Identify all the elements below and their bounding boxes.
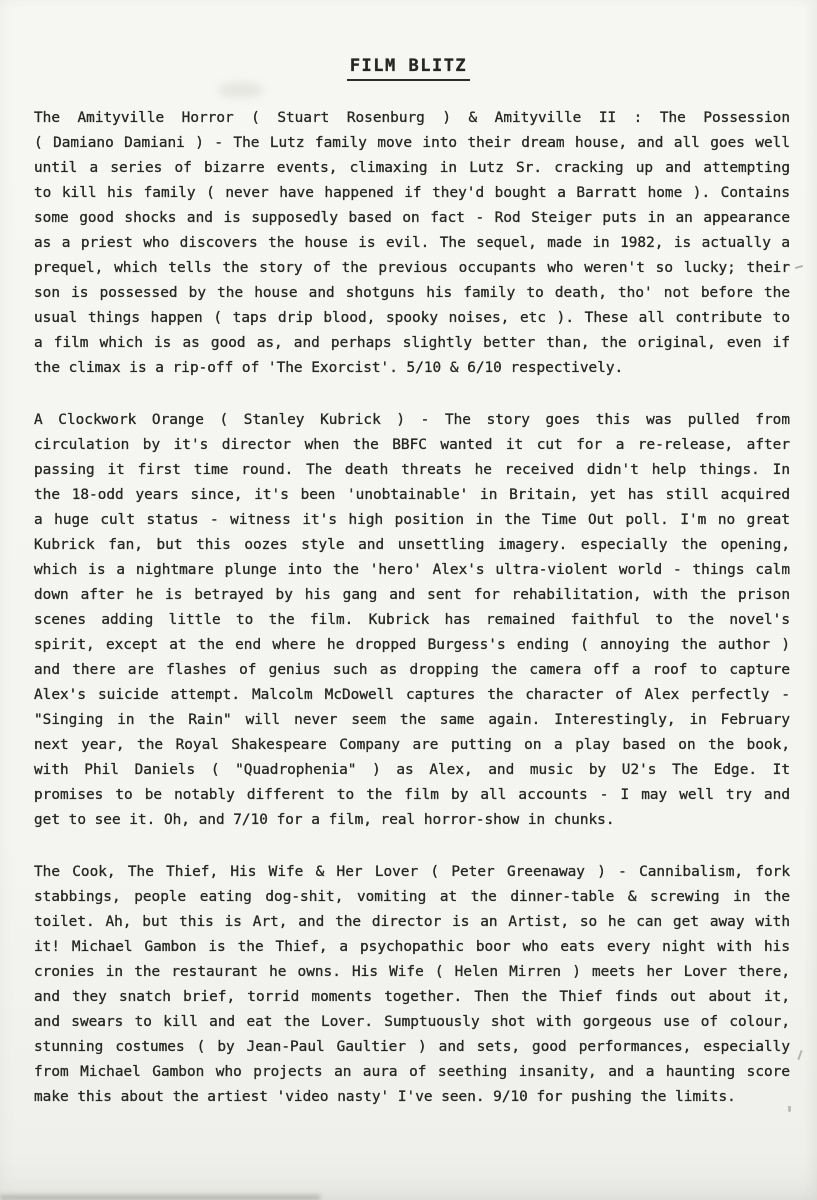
text-line: promises to be notably different to the film by all accounts - I may well try and: [34, 787, 790, 803]
text-line: which is a nightmare plunge into the 'hero' Alex's ultra-violent world - things calm: [34, 562, 790, 578]
text-line: it! Michael Gambon is the Thief, a psychopathic boor who eats every night with his: [34, 939, 790, 955]
review-amityville: [34, 106, 790, 381]
page-title: [0, 56, 817, 81]
text-line: son is possessed by the house and shotguns his family to death, tho' not before the: [34, 285, 790, 301]
text-line: "Singing in the Rain" will never seem the same again. Interestingly, in February: [34, 712, 790, 728]
text-line: make this about the artiest 'video nasty' I've seen. 9/10 for pushing the limits.: [34, 1089, 736, 1105]
scan-artifact: [797, 1050, 802, 1060]
text-line: the 18-odd years since, it's been 'unobtainable' in Britain, yet has still acquired: [34, 487, 790, 503]
review-paragraphs: [34, 106, 790, 1137]
text-line: usual things happen ( taps drip blood, spooky noises, etc ). These all contribute to: [34, 310, 790, 326]
text-line: ( Damiano Damiani ) - The Lutz family move into their dream house, and all goes well: [34, 135, 790, 151]
text-line: stunning costumes ( by Jean-Paul Gaultier ) and sets, good performances, especially: [34, 1039, 790, 1055]
text-line: and there are flashes of genius such as dropping the camera off a roof to capture: [34, 662, 790, 678]
text-line: A Clockwork Orange ( Stanley Kubrick ) - The story goes this was pulled from: [34, 412, 790, 428]
text-line: next year, the Royal Shakespeare Company are putting on a play based on the book,: [34, 737, 790, 753]
text-line: Alex's suicide attempt. Malcolm McDowell captures the character of Alex perfectly -: [34, 687, 790, 703]
scan-smudge: [218, 82, 264, 98]
text-line: prequel, which tells the story of the previous occupants who weren't so lucky; their: [34, 260, 790, 276]
scan-edge-shadow: [0, 1195, 320, 1200]
text-line: The Amityville Horror ( Stuart Rosenburg ) & Amityville II : The Possession: [34, 110, 790, 126]
page-title-text: FILM BLITZ: [347, 56, 470, 81]
text-line: and swears to kill and eat the Lover. Sumptuously shot with gorgeous use of colour,: [34, 1014, 790, 1030]
text-line: some good shocks and is supposedly based on fact - Rod Steiger puts in an appearance: [34, 210, 790, 226]
text-line: passing it first time round. The death threats he received didn't help things. In: [34, 462, 790, 478]
text-line: Kubrick fan, but this oozes style and unsettling imagery. especially the opening,: [34, 537, 790, 553]
text-line: a film which is as good as, and perhaps slightly better than, the original, even if: [34, 335, 790, 351]
text-line: stabbings, people eating dog-shit, vomiting at the dinner-table & screwing in the: [34, 889, 790, 905]
text-line: toilet. Ah, but this is Art, and the director is an Artist, so he can get away with: [34, 914, 790, 930]
review-clockwork-orange: [34, 408, 790, 833]
text-line: from Michael Gambon who projects an aura of seething insanity, and a haunting score: [34, 1064, 790, 1080]
text-line: the climax is a rip-off of 'The Exorcist'. 5/10 & 6/10 respectively.: [34, 360, 624, 376]
text-line: a huge cult status - witness it's high position in the Time Out poll. I'm no great: [34, 512, 790, 528]
text-line: until a series of bizarre events, climaxing in Lutz Sr. cracking up and attempting: [34, 160, 790, 176]
text-line: The Cook, The Thief, His Wife & Her Lover ( Peter Greenaway ) - Cannibalism, fork: [34, 864, 790, 880]
text-line: as a priest who discovers the house is evil. The sequel, made in 1982, is actually a: [34, 235, 790, 251]
text-line: with Phil Daniels ( "Quadrophenia" ) as Alex, and music by U2's The Edge. It: [34, 762, 790, 778]
text-line: down after he is betrayed by his gang and sent for rehabilitation, with the prison: [34, 587, 790, 603]
text-line: circulation by it's director when the BBFC wanted it cut for a re-release, after: [34, 437, 790, 453]
text-line: to kill his family ( never have happened if they'd bought a Barratt home ). Contains: [34, 185, 790, 201]
review-cook-thief-wife-lover: [34, 860, 790, 1110]
scan-artifact: [795, 265, 803, 269]
text-line: get to see it. Oh, and 7/10 for a film, real horror-show in chunks.: [34, 812, 615, 828]
text-line: scenes adding little to the film. Kubrick has remained faithful to the novel's: [34, 612, 790, 628]
text-line: and they snatch brief, torrid moments together. Then the Thief finds out about it,: [34, 989, 790, 1005]
text-line: spirit, except at the end where he dropped Burgess's ending ( annoying the author ): [34, 637, 790, 653]
text-line: cronies in the restaurant he owns. His Wife ( Helen Mirren ) meets her Lover there,: [34, 964, 790, 980]
